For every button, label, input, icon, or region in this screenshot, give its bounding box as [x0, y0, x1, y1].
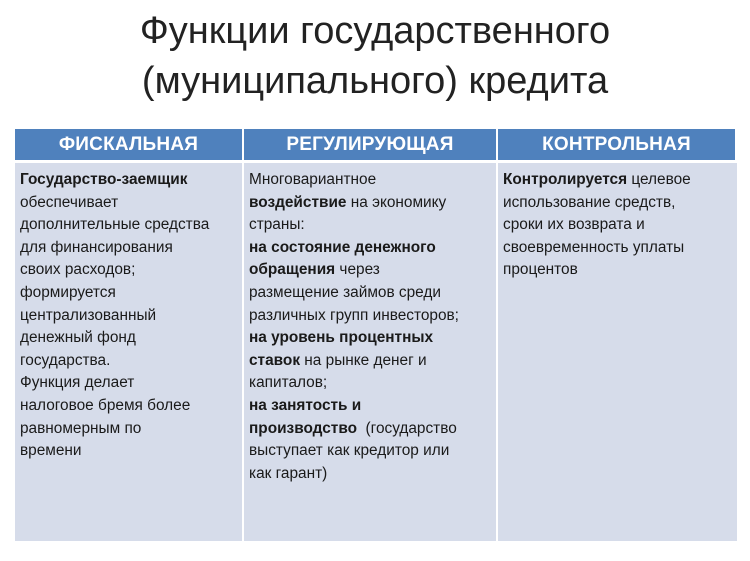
regulating-line: выступает как кредитор или [249, 442, 450, 460]
regulating-line: размещение займов среди [249, 283, 441, 301]
control-line: использование средств, [503, 193, 676, 211]
control-line: сроки их возврата и [503, 216, 645, 234]
title-line-2: (муниципального) кредита [141, 60, 609, 102]
functions-table [14, 128, 736, 540]
fiscal-line: равномерным по [20, 419, 142, 437]
regulating-text: через [335, 261, 380, 279]
regulating-line: на уровень процентных [249, 329, 434, 347]
regulating-text: на рынке денег и [300, 351, 427, 369]
page-title [0, 6, 750, 106]
fiscal-line: времени [20, 442, 82, 460]
header-fiscal: ФИСКАЛЬНАЯ [15, 129, 244, 163]
header-regulating: РЕГУЛИРУЮЩАЯ [244, 129, 498, 163]
control-line: своевременность уплаты [503, 238, 685, 256]
cell-regulating [244, 163, 498, 541]
regulating-line: на занятость и [249, 396, 362, 414]
regulating-line [249, 192, 490, 215]
regulating-line [249, 418, 490, 441]
regulating-bold: воздействие [249, 193, 347, 211]
regulating-line: Многовариантное [249, 171, 377, 188]
fiscal-line: обеспечивает [20, 193, 119, 211]
regulating-text: на экономику [346, 193, 447, 211]
fiscal-line: Функция делает [20, 374, 135, 392]
fiscal-line: формируется [20, 283, 116, 301]
control-line: процентов [503, 261, 578, 279]
control-bold: Контролируется [503, 171, 628, 188]
cell-fiscal [15, 163, 244, 541]
regulating-line: капиталов; [249, 374, 328, 392]
header-control: КОНТРОЛЬНАЯ [498, 129, 737, 163]
cell-control [498, 163, 737, 541]
fiscal-line: своих расходов; [20, 261, 136, 279]
fiscal-line: Государство-заемщик [20, 171, 188, 188]
regulating-text: (государство [357, 419, 457, 437]
fiscal-line: государства. [20, 351, 111, 369]
fiscal-line: дополнительные средства [20, 216, 210, 234]
regulating-line: на состояние денежного [249, 238, 436, 256]
regulating-bold: обращения [249, 261, 336, 279]
regulating-line: страны: [249, 216, 305, 234]
control-line [503, 169, 731, 192]
regulating-line [249, 350, 490, 373]
regulating-bold: ставок [249, 351, 301, 369]
regulating-bold: производство [249, 419, 357, 437]
title-line-1: Функции государственного [139, 10, 611, 52]
fiscal-line: централизованный [20, 306, 157, 324]
regulating-line: различных групп инвесторов; [249, 306, 459, 324]
regulating-line: как гарант) [249, 464, 328, 482]
control-text: целевое [627, 171, 691, 188]
fiscal-line: денежный фонд [20, 329, 136, 347]
regulating-line [249, 259, 490, 282]
fiscal-line: налоговое бремя более [20, 396, 191, 414]
fiscal-line: для финансирования [20, 238, 173, 256]
